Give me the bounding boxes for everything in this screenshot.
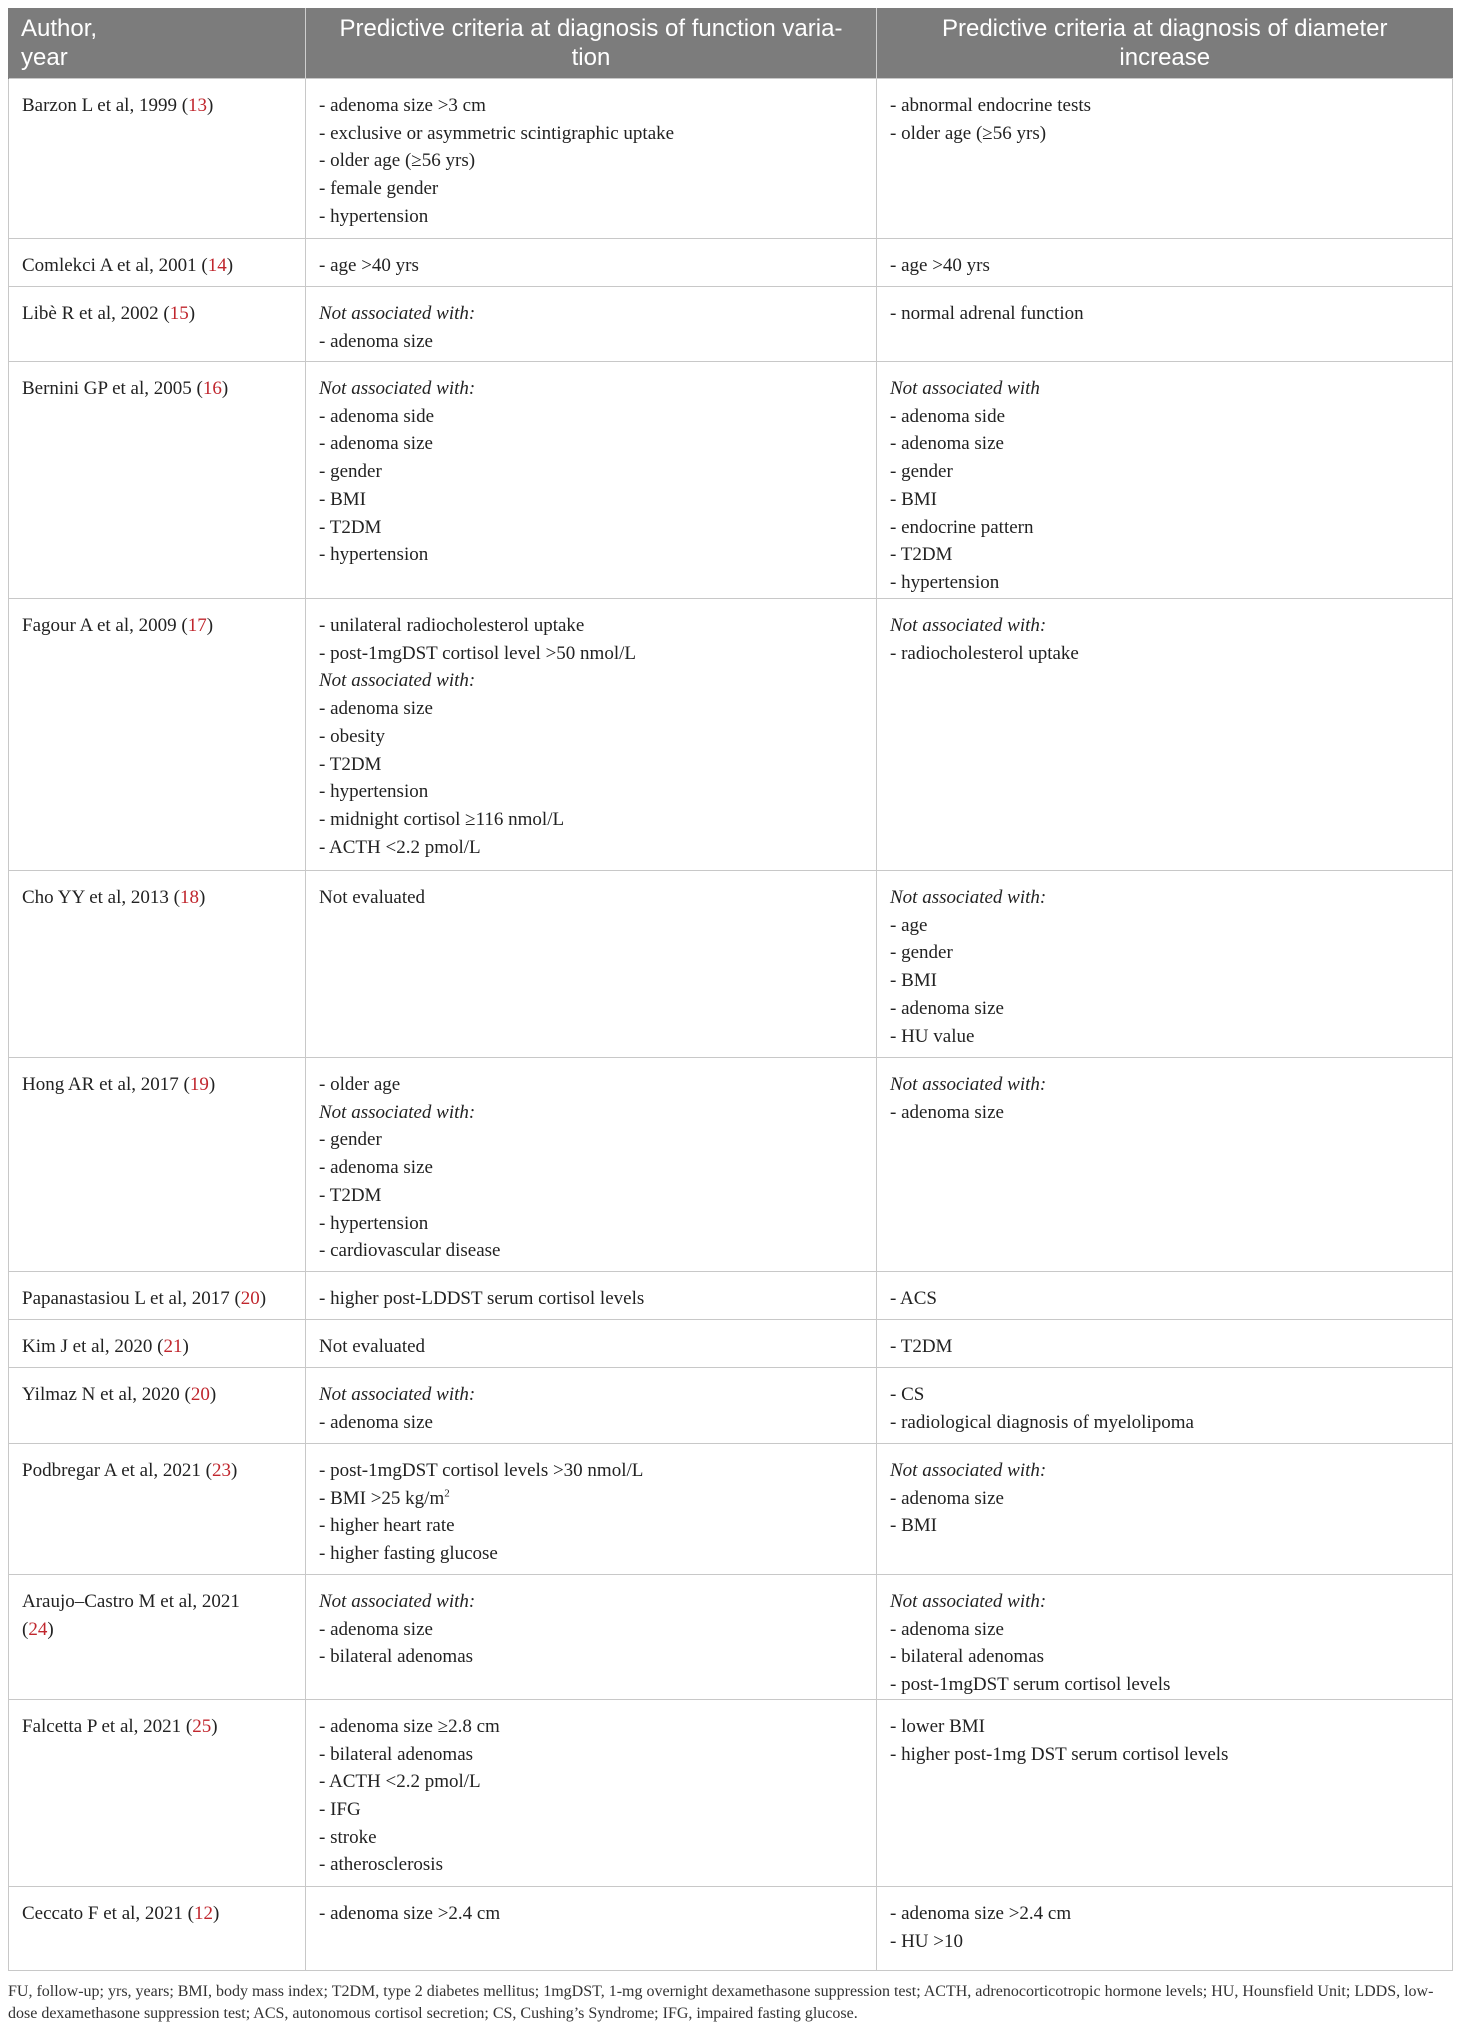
diameter-criteria-cell: - normal adrenal function bbox=[877, 287, 1453, 362]
author-cell: Kim J et al, 2020 (21) bbox=[9, 1320, 306, 1368]
author-cell: Papanastasiou L et al, 2017 (20) bbox=[9, 1272, 306, 1320]
diameter-criteria-cell: - ACS bbox=[877, 1272, 1453, 1320]
diameter-criteria-cell: - CS - radiological diagnosis of myelolipoma bbox=[877, 1368, 1453, 1444]
function-criteria-cell: - post-1mgDST cortisol levels >30 nmol/L - BMI >25 $kg/m^2$ - higher heart rate - higher fasting glucose bbox=[306, 1444, 877, 1575]
diameter-criteria-cell: Not associated with: - adenoma size bbox=[877, 1058, 1453, 1272]
function-criteria-cell: Not associated with: - adenoma size bbox=[306, 1368, 877, 1444]
diameter-criteria-cell: Not associated with: - age - gender - BMI - adenoma size - HU value bbox=[877, 871, 1453, 1058]
reference-link[interactable]: 20 bbox=[190, 1384, 210, 1405]
table-row bbox=[9, 79, 1453, 239]
function-criteria-cell: - older age Not associated with: - gender - adenoma size - T2DM - hypertension - cardiovascular disease bbox=[306, 1058, 877, 1272]
diameter-criteria-cell: Not associated with: - radiocholesterol uptake bbox=[877, 599, 1453, 871]
table-row bbox=[9, 1444, 1453, 1575]
reference-link[interactable]: 16 bbox=[202, 378, 222, 399]
table-row bbox=[9, 1699, 1453, 1886]
function-criteria-cell: - adenoma size ≥2.8 cm - bilateral adenomas - ACTH <2.2 pmol/L - IFG - stroke - atherosclerosis bbox=[306, 1699, 877, 1886]
diameter-criteria-cell: - lower BMI - higher post-1mg DST serum cortisol levels bbox=[877, 1699, 1453, 1886]
table-row bbox=[9, 362, 1453, 599]
table-row bbox=[9, 287, 1453, 362]
function-criteria-cell: - age >40 yrs bbox=[306, 239, 877, 287]
table-row bbox=[9, 871, 1453, 1058]
function-criteria-cell: - adenoma size >2.4 cm bbox=[306, 1886, 877, 1970]
author-cell: Fagour A et al, 2009 (17) bbox=[9, 599, 306, 871]
function-criteria-cell: Not evaluated bbox=[306, 871, 877, 1058]
table-row bbox=[9, 1058, 1453, 1272]
reference-link[interactable]: 18 bbox=[179, 887, 199, 908]
function-criteria-cell: - higher post-LDDST serum cortisol levels bbox=[306, 1272, 877, 1320]
author-cell: Podbregar A et al, 2021 (23) bbox=[9, 1444, 306, 1575]
author-cell: Barzon L et al, 1999 (13) bbox=[9, 79, 306, 239]
reference-link[interactable]: 25 bbox=[192, 1715, 212, 1737]
author-cell: Comlekci A et al, 2001 (14) bbox=[9, 239, 306, 287]
reference-link[interactable]: 21 bbox=[163, 1336, 183, 1357]
reference-link[interactable]: 14 bbox=[207, 255, 227, 276]
table-row bbox=[9, 239, 1453, 287]
author-cell: Libè R et al, 2002 (15) bbox=[9, 287, 306, 362]
function-criteria-cell: - adenoma size >3 cm - exclusive or asymmetric scintigraphic uptake - older age (≥56 yrs) - female gender - hypertension bbox=[306, 79, 877, 239]
table-row bbox=[9, 1368, 1453, 1444]
diameter-criteria-cell: Not associated with: - adenoma size - bilateral adenomas - post-1mgDST serum cortisol levels bbox=[877, 1575, 1453, 1700]
function-criteria-cell: Not evaluated bbox=[306, 1320, 877, 1368]
table-row bbox=[9, 599, 1453, 871]
header-function-variation: Predictive criteria at diagnosis of function varia- tion bbox=[306, 8, 877, 79]
table-row bbox=[9, 1272, 1453, 1320]
function-criteria-cell: Not associated with: - adenoma size - bilateral adenomas bbox=[306, 1575, 877, 1700]
diameter-criteria-cell: - age >40 yrs bbox=[877, 239, 1453, 287]
table-header bbox=[9, 8, 1453, 79]
header-diameter-increase: Predictive criteria at diagnosis of diameter increase bbox=[877, 8, 1453, 79]
reference-link[interactable]: 23 bbox=[211, 1460, 231, 1481]
table-row bbox=[9, 1575, 1453, 1700]
predictive-criteria-table bbox=[8, 8, 1453, 1971]
author-cell: Hong AR et al, 2017 (19) bbox=[9, 1058, 306, 1272]
table-row bbox=[9, 1320, 1453, 1368]
diameter-criteria-cell: - T2DM bbox=[877, 1320, 1453, 1368]
function-criteria-cell: Not associated with: - adenoma side - adenoma size - gender - BMI - T2DM - hypertension bbox=[306, 362, 877, 599]
reference-link[interactable]: 12 bbox=[194, 1902, 214, 1924]
reference-link[interactable]: 15 bbox=[169, 303, 189, 324]
reference-link[interactable]: 20 bbox=[240, 1288, 260, 1309]
diameter-criteria-cell: Not associated with - adenoma side - adenoma size - gender - BMI - endocrine pattern - T2DM - hypertension bbox=[877, 362, 1453, 599]
author-cell: Bernini GP et al, 2005 (16) bbox=[9, 362, 306, 599]
reference-link[interactable]: 13 bbox=[188, 95, 208, 116]
reference-link[interactable]: 19 bbox=[189, 1074, 209, 1095]
reference-link[interactable]: 24 bbox=[28, 1618, 48, 1640]
bmi-superscript: 2 bbox=[444, 1487, 450, 1500]
table-footnote: FU, follow-up; yrs, years; BMI, body mass index; T2DM, type 2 diabetes mellitus; 1mgDST, 1-mg overnight dexamethasone suppression test; ACTH, adrenocorticotropic hormone levels; HU, Hounsfield Unit; LDDS, low-dose dexamethasone suppression test; ACS, autonomous cortisol secretion; CS, Cushing’s Syndrome; IFG, impaired fasting glucose. bbox=[8, 1983, 1434, 2022]
diameter-criteria-cell: - abnormal endocrine tests - older age (≥56 yrs) bbox=[877, 79, 1453, 239]
author-cell: Ceccato F et al, 2021 (12) bbox=[9, 1886, 306, 1970]
author-cell: Araujo–Castro M et al, 2021 (24) bbox=[9, 1575, 306, 1700]
author-cell: Cho YY et al, 2013 (18) bbox=[9, 871, 306, 1058]
author-cell: Falcetta P et al, 2021 (25) bbox=[9, 1699, 306, 1886]
header-author-year: Author, year bbox=[9, 8, 306, 79]
function-criteria-cell: - unilateral radiocholesterol uptake - post-1mgDST cortisol level >50 nmol/L Not associated with: - adenoma size - obesity - T2DM - hypertension - midnight cortisol ≥116 nmol/L - ACTH <2.2 pmol/L bbox=[306, 599, 877, 871]
diameter-criteria-cell: - adenoma size >2.4 cm - HU >10 bbox=[877, 1886, 1453, 1970]
author-cell: Yilmaz N et al, 2020 (20) bbox=[9, 1368, 306, 1444]
diameter-criteria-cell: Not associated with: - adenoma size - BMI bbox=[877, 1444, 1453, 1575]
table-row bbox=[9, 1886, 1453, 1970]
reference-link[interactable]: 17 bbox=[187, 615, 207, 636]
function-criteria-cell: Not associated with: - adenoma size bbox=[306, 287, 877, 362]
